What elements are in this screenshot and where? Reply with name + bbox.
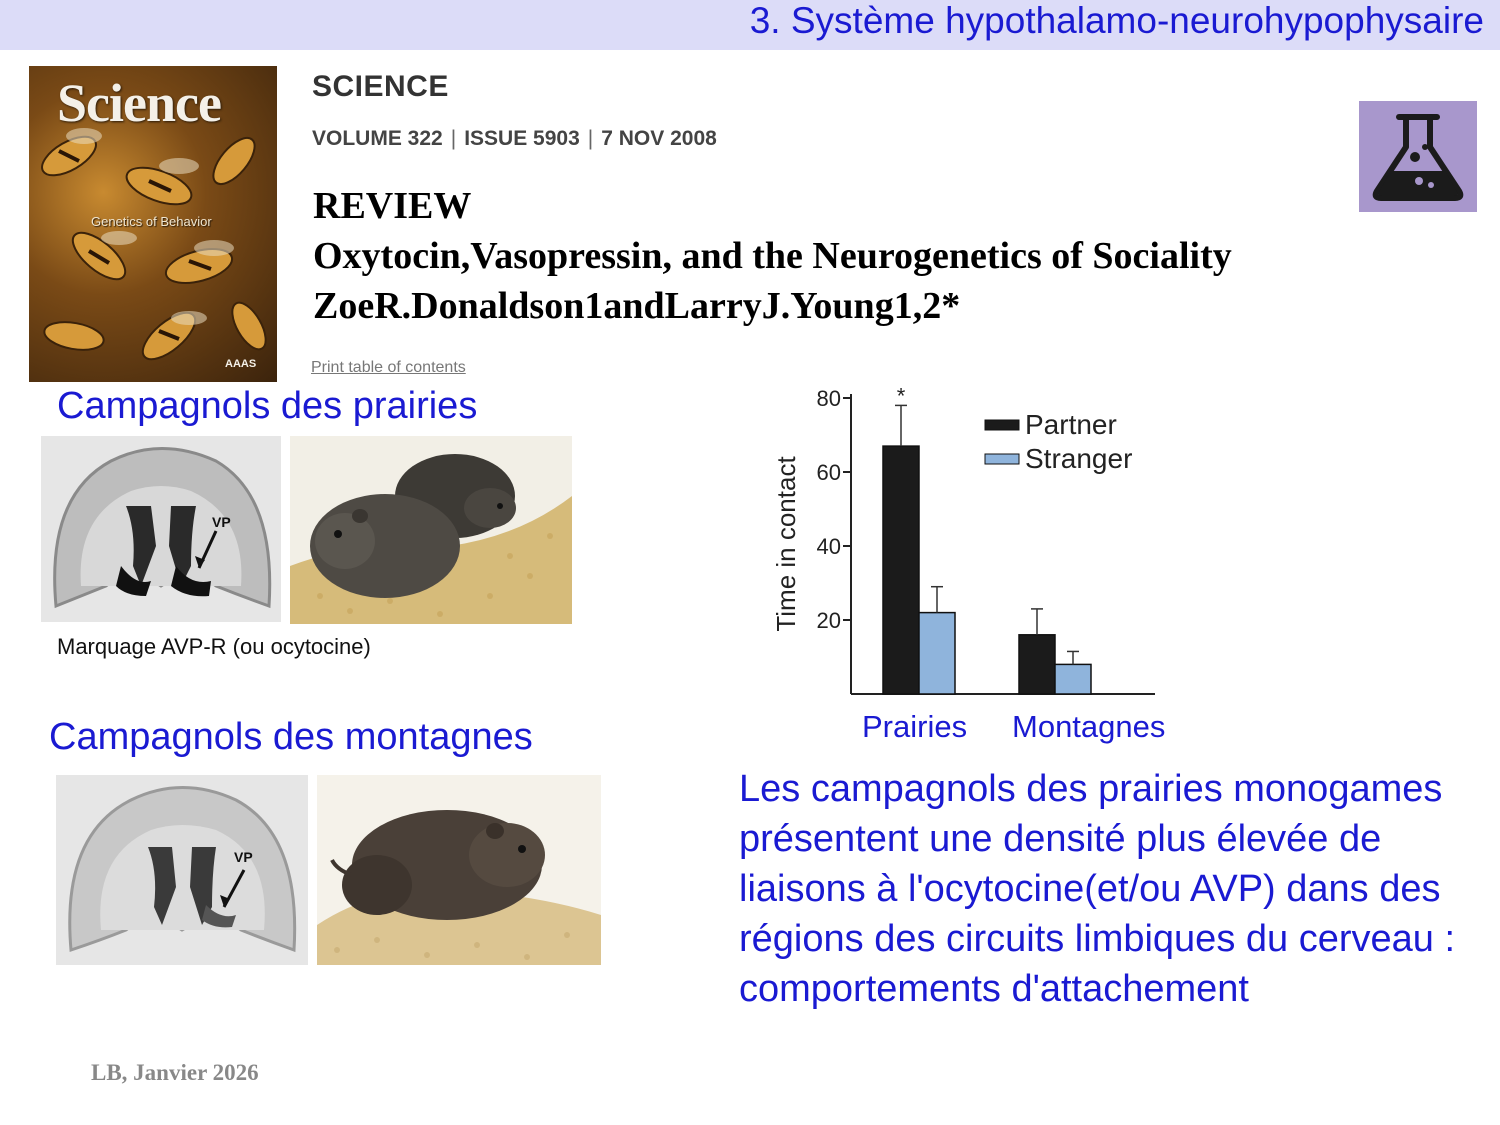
journal-name: SCIENCE	[312, 70, 449, 103]
y-axis-label: Time in contact	[771, 456, 801, 632]
flask-icon	[1359, 101, 1477, 212]
vp-marker-label: VP	[212, 514, 231, 530]
print-toc-link[interactable]: Print table of contents	[311, 359, 466, 376]
cover-subtitle: Genetics of Behavior	[91, 214, 212, 229]
category-label-prairies: Prairies	[862, 709, 968, 744]
header-bar	[0, 0, 1500, 50]
issue-date: 7 NOV 2008	[601, 127, 717, 150]
issue-line	[312, 127, 717, 151]
category-label-montagnes: Montagnes	[1012, 709, 1166, 744]
legend-swatch-partner	[985, 420, 1019, 430]
separator: |	[587, 127, 594, 150]
slide-footer: LB, Janvier 2026	[91, 1060, 259, 1085]
description-text: Les campagnols des prairies monogames présentent une densité plus élevée de liaisons à l'ocytocine(et/ou AVP) dans des régions des circuits limbiques du cerveau : comportements d'attachement	[739, 768, 1456, 1010]
legend-label-partner: Partner	[1025, 409, 1117, 440]
bar-stranger-montagnes	[1055, 664, 1091, 694]
science-logo: Science	[57, 73, 221, 133]
vp-marker-label: VP	[234, 849, 253, 865]
time-in-contact-chart	[763, 374, 1155, 698]
science-cover-image	[29, 66, 277, 382]
bar-stranger-prairies	[919, 613, 955, 694]
slide-title: 3. Système hypothalamo-neurohypophysaire	[749, 0, 1484, 41]
chart-canvas	[763, 374, 1155, 698]
volume: VOLUME 322	[312, 127, 443, 150]
legend-label-stranger: Stranger	[1025, 443, 1133, 474]
article-title: Oxytocin,Vasopressin, and the Neurogenetics of Sociality	[313, 235, 1232, 277]
aaas-logo: AAAS	[225, 358, 257, 370]
legend-swatch-stranger	[985, 454, 1019, 464]
y-tick-label: 20	[816, 608, 841, 633]
y-tick-label: 80	[816, 386, 841, 411]
y-tick-label: 60	[816, 460, 841, 485]
prairie-vole-photo	[290, 436, 572, 624]
marker-caption: Marquage AVP-R (ou ocytocine)	[57, 634, 371, 659]
mountain-vole-photo	[317, 775, 601, 965]
article-section: REVIEW	[313, 185, 472, 227]
prairie-voles-label: Campagnols des prairies	[57, 385, 478, 427]
issue: ISSUE 5903	[464, 127, 580, 150]
prairie-brain-section-image	[41, 436, 281, 622]
y-tick-label: 40	[816, 534, 841, 559]
flask-icon-box	[1359, 101, 1477, 212]
mountain-voles-label: Campagnols des montagnes	[49, 716, 533, 758]
separator: |	[450, 127, 457, 150]
bar-partner-prairies	[883, 446, 919, 694]
mountain-brain-section-image	[56, 775, 308, 965]
bar-partner-montagnes	[1019, 635, 1055, 694]
article-authors: ZoeR.Donaldson1andLarryJ.Young1,2*	[313, 285, 961, 327]
significance-mark: *	[896, 383, 906, 409]
